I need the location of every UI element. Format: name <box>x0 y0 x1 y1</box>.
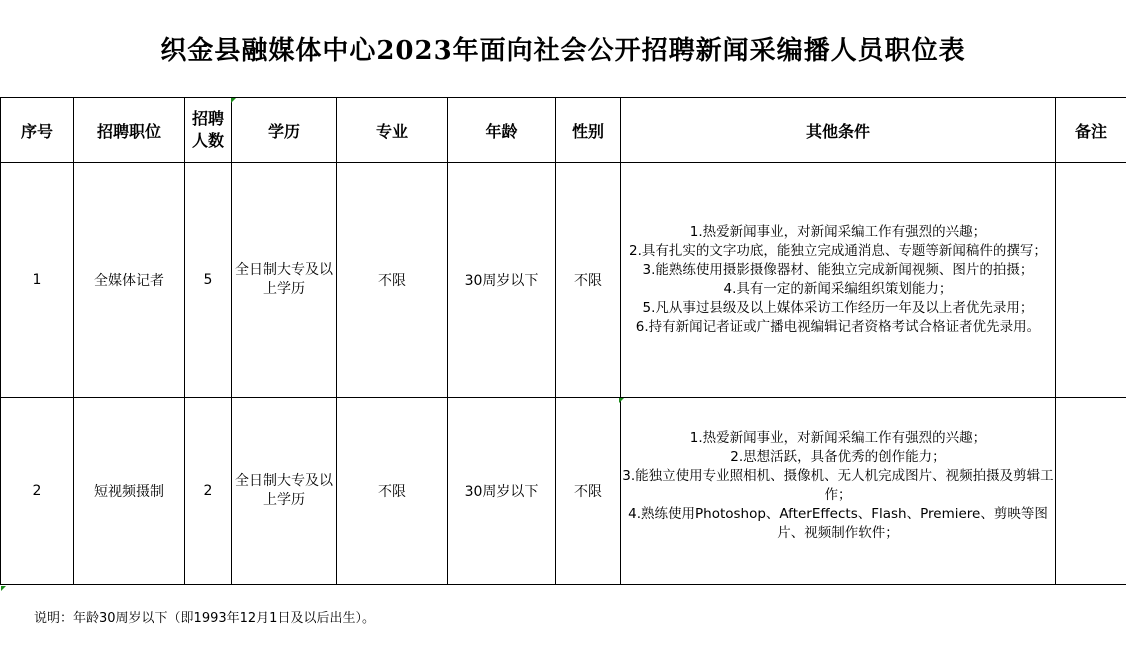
conditions-list <box>621 223 1055 337</box>
cell-gender: 不限 <box>556 398 621 585</box>
cell-count: 5 <box>185 163 232 398</box>
cell-conditions <box>621 398 1056 585</box>
conditions-list <box>621 429 1055 543</box>
cell-comment-marker <box>1 586 6 591</box>
table-row <box>1 398 1126 585</box>
condition-item: 4.熟练使用Photoshop、AfterEffects、Flash、Premiere、剪映等图片、视频制作软件； <box>628 506 1048 541</box>
cell-gender: 不限 <box>556 163 621 398</box>
condition-item: 5.凡从事过县级及以上媒体采访工作经历一年及以上者优先录用； <box>642 300 1034 316</box>
condition-item: 3.能独立使用专业照相机、摄像机、无人机完成图片、视频拍摄及剪辑工作； <box>622 468 1054 503</box>
cell-age: 30周岁以下 <box>448 398 556 585</box>
job-table <box>0 97 1126 585</box>
cell-comment-marker <box>231 98 236 103</box>
condition-item: 1.热爱新闻事业，对新闻采编工作有强烈的兴趣； <box>689 430 987 446</box>
condition-item: 1.热爱新闻事业，对新闻采编工作有强烈的兴趣； <box>689 224 987 240</box>
header-education: 学历 <box>232 98 337 163</box>
condition-item: 2.思想活跃，具备优秀的创作能力； <box>730 449 946 465</box>
header-position: 招聘职位 <box>74 98 185 163</box>
header-row <box>1 98 1126 163</box>
header-major: 专业 <box>337 98 448 163</box>
page-title: 织金县融媒体中心2023年面向社会公开招聘新闻采编播人员职位表 <box>160 36 966 66</box>
cell-position: 短视频摄制 <box>74 398 185 585</box>
header-age: 年龄 <box>448 98 556 163</box>
cell-seq: 1 <box>1 163 74 398</box>
footnote: 说明：年龄30周岁以下（即1993年12月1日及以后出生）。 <box>34 611 375 626</box>
cell-education: 全日制大专及以上学历 <box>232 398 337 585</box>
condition-item: 6.持有新闻记者证或广播电视编辑记者资格考试合格证者优先录用。 <box>635 319 1041 335</box>
cell-conditions <box>621 163 1056 398</box>
cell-major: 不限 <box>337 398 448 585</box>
cell-education: 全日制大专及以上学历 <box>232 163 337 398</box>
header-count-line1: 招聘 <box>191 109 224 128</box>
condition-item: 3.能熟练使用摄影摄像器材、能独立完成新闻视频、图片的拍摄； <box>642 262 1034 278</box>
cell-remark <box>1056 398 1126 585</box>
cell-position: 全媒体记者 <box>74 163 185 398</box>
header-gender: 性别 <box>556 98 621 163</box>
cell-age: 30周岁以下 <box>448 163 556 398</box>
header-count <box>185 98 232 163</box>
cell-remark <box>1056 163 1126 398</box>
condition-item: 2.具有扎实的文字功底，能独立完成通消息、专题等新闻稿件的撰写； <box>629 243 1047 259</box>
header-seq: 序号 <box>1 98 74 163</box>
cell-seq: 2 <box>1 398 74 585</box>
cell-comment-marker <box>619 398 624 403</box>
condition-item: 4.具有一定的新闻采编组织策划能力； <box>723 281 953 297</box>
cell-major: 不限 <box>337 163 448 398</box>
table-row <box>1 163 1126 398</box>
header-remark: 备注 <box>1056 98 1126 163</box>
header-count-line2: 人数 <box>191 131 224 150</box>
header-other-conditions: 其他条件 <box>621 98 1056 163</box>
cell-count: 2 <box>185 398 232 585</box>
